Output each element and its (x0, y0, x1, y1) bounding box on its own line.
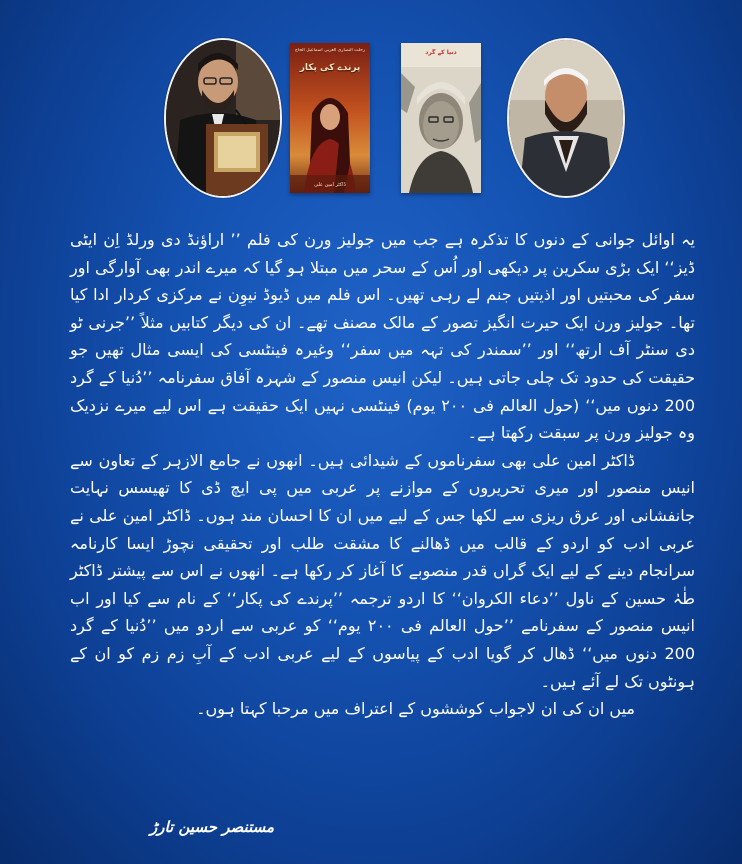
book-cover-parinday-ki-pukar (290, 43, 370, 193)
article-paragraph: ڈاکٹر امین علی بھی سفرناموں کے شیدائی ہیں۔ انھوں نے جامع الازہر کے تعاون سے انیس منصور اور میری تحریروں کے موازنے پر عربی میں پی ایچ ڈی کا تھیسس نہایت جانفشانی اور عرق ریزی سے لکھا جس کے لیے میں ان کا احسان مند ہوں۔ ڈاکٹر امین علی نے عربی ادب کو اردو کے قالب میں ڈھالنے کا مشقت طلب اور تحقیقی نچوڑ ایسا کارنامہ سرانجام دینے کے لیے ایک گراں قدر منصوبے کا آغاز کر رکھا ہے۔ انھوں نے اس سے پیشتر ڈاکٹر طٰہٰ حسین کے ناول ’’دعاء الکروان‘‘ کا اردو ترجمہ ’’پرندے کی پکار‘‘ کے نام سے کیا اور اب انیس منصور کے سفرنامے ’’حول العالم فی ۲۰۰ یوم‘‘ کو عربی سے اردو میں ’’دُنیا کے گرد 200 دنوں میں‘‘ ڈھال کر گویا ادب کے پیاسوں کے لیے عربی ادب کے آبِ زم زم کو ان کے ہونٹوں تک لے آئے ہیں۔ (70, 450, 696, 691)
man-with-cap-icon (509, 40, 623, 196)
book-left-subtitle: رحلت النصاری العربی اسماعیل الحاج (294, 48, 366, 53)
right-portrait-photo (507, 38, 625, 198)
article-body (70, 226, 695, 723)
left-portrait-photo (164, 38, 282, 198)
speaker-at-podium-icon (166, 40, 280, 196)
author-signature: مستنصر حسین تارڑ (150, 818, 275, 836)
book-left-title: پرندے کی پکار (299, 63, 361, 73)
book-right-title: دنیا کے گرد (425, 49, 457, 56)
book-cover-elder-portrait-icon (401, 43, 481, 193)
article-paragraph: میں ان کی ان لاجواب کوششوں کے اعتراف میں مرحبا کہتا ہوں۔ (196, 699, 635, 719)
article-paragraph: یہ اوائل جوانی کے دنوں کا تذکرہ ہے جب میں جولیز ورن کی فلم ’’ اراؤنڈ دی ورلڈ اِن ایٹی ڈیز‘‘ ایک بڑی سکرین پر دیکھی اور اُس کے سحر میں مبتلا ہو گیا کہ میرے اندر بھی آوارگی اور سفر کی محبتیں اور اذیتیں جنم لے رہی تھیں۔ اس فلم میں ڈیوڈ نیوِن نے مرکزی کردار ادا کیا تھا۔ جولیز ورن ایک حیرت انگیز تصور کے مالک مصنف تھے۔ ان کی دیگر کتابیں مثلاً ’’جرنی ٹو دی سنٹر آف ارتھ‘‘ اور ’’سمندر کی تہہ میں سفر‘‘ وغیرہ فینٹسی کی ایسی مثال تھیں جو حقیقت کی حدود تک چلی جاتی ہیں۔ لیکن انیس منصور کے شہرہ آفاق سفرنامہ ’’دُنیا کے گرد 200 دنوں میں‘‘ (حول العالم فی ۲۰۰ یوم) فینٹسی نہیں ایک حقیقت ہے اس لیے میرے نزدیک وہ جولیز ورن پر سبقت رکھتا ہے۔ (70, 230, 695, 443)
book-left-author: ڈاکٹر امین علی (314, 182, 346, 188)
book-cover-duniya-ke-gird (401, 43, 481, 193)
